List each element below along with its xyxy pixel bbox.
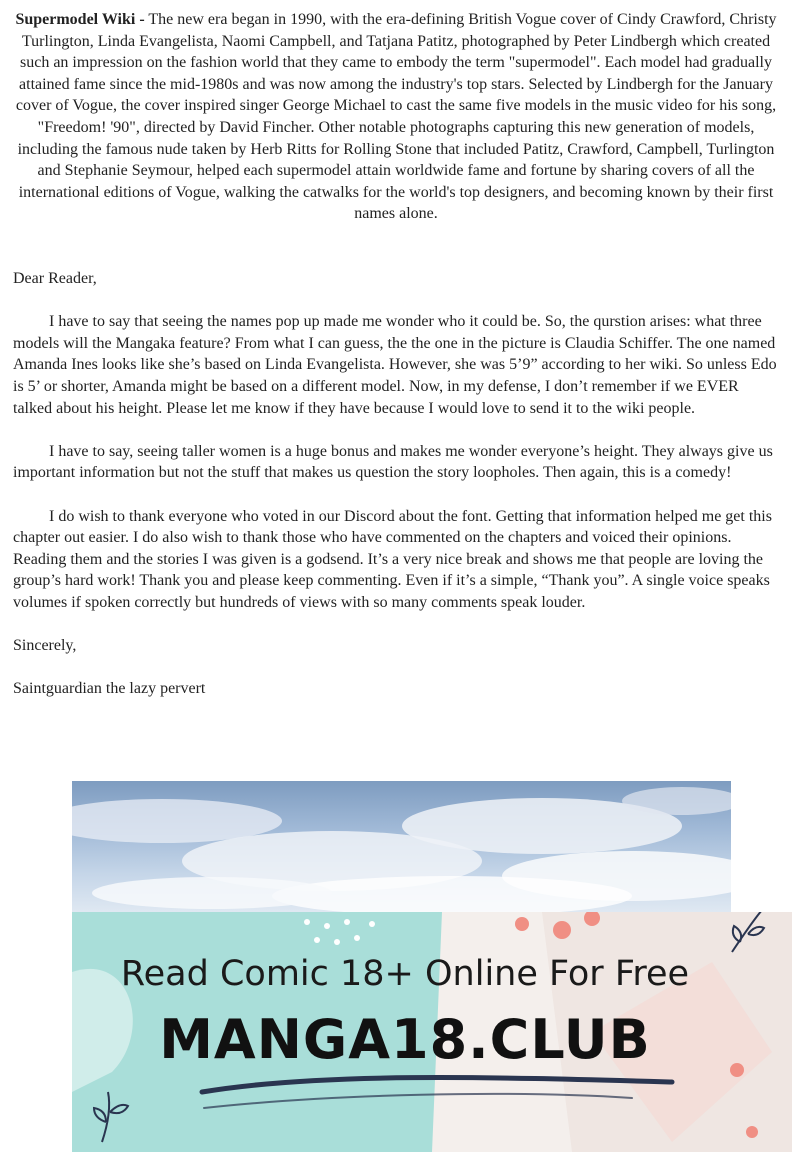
banner-tagline: Read Comic 18+ Online For Free — [120, 954, 690, 994]
closing: Sincerely, — [13, 637, 77, 655]
letter-body — [13, 268, 781, 721]
sky-image — [72, 781, 731, 912]
signature: Saintguardian the lazy pervert — [13, 680, 206, 698]
letter-paragraph-3: I do wish to thank everyone who voted in our Discord about the font. Getting that information helped me get this chapter out easier. I do also wish to thank those who have commented on the chapters and voiced their opinions. Reading them and the stories I was given is a godsend. It’s a very nice break and shows me that people are loving the group’s hard work! Thank you and please keep commenting. Even if it’s a simple, “Thank you”. A single voice speaks volumes if spoken correctly but hundreds of views with so many comments speak louder. — [13, 507, 772, 611]
intro-text: The new era began in 1990, with the era-defining British Vogue cover of Cindy Crawford, Christy Turlington, Linda Evangelista, Naomi Campbell, and Tatjana Patitz, photographed by Peter Lindbergh which created such an impression on the fashion world that they came to embody the term "supermodel". Each model had gradually attained fame since the mid-1980s and was now among the industry's top stars. Selected by Lindbergh for the January cover of Vogue, the cover inspired singer George Michael to cast the same five models in the music video for his song, "Freedom! '90", directed by David Fincher. Other notable photographs capturing this new generation of models, including the famous nude taken by Herb Ritts for Rolling Stone that included Patitz, Crawford, Campbell, Turlington and Stephanie Seymour, helped each supermodel attain worldwide fame and fortune by sharing covers of all the international editions of Vogue, walking the catwalks for the world's top designers, and becoming known by their first names alone. — [15, 11, 777, 223]
intro-lead: Supermodel Wiki - — [15, 11, 145, 28]
intro-paragraph — [8, 9, 784, 225]
clouds-illustration — [72, 781, 731, 912]
letter-paragraph-1: I have to say that seeing the names pop up made me wonder who it could be. So, the qurstion arises: what three models will the Mangaka feature? From what I can guess, the the one in the picture is Claudia Schiffer. The one named Amanda Ines looks like she’s based on Linda Evangelista. However, she was 5’9” according to her wiki. So unless Edo is 5’ or shorter, Amanda might be based on a different model. Now, in my defense, I don’t remember if we EVER talked about his height. Please let me know if they have because I would love to send it to the wiki people. — [13, 313, 777, 417]
salutation: Dear Reader, — [13, 270, 97, 287]
letter-paragraph-2: I have to say, seeing taller women is a huge bonus and makes me wonder everyone’s height. They always give us important information but not the stuff that makes us question the story loopholes. Then again, this is a comedy! — [13, 442, 773, 482]
banner-site-name[interactable]: MANGA18.CLUB — [159, 1008, 651, 1071]
